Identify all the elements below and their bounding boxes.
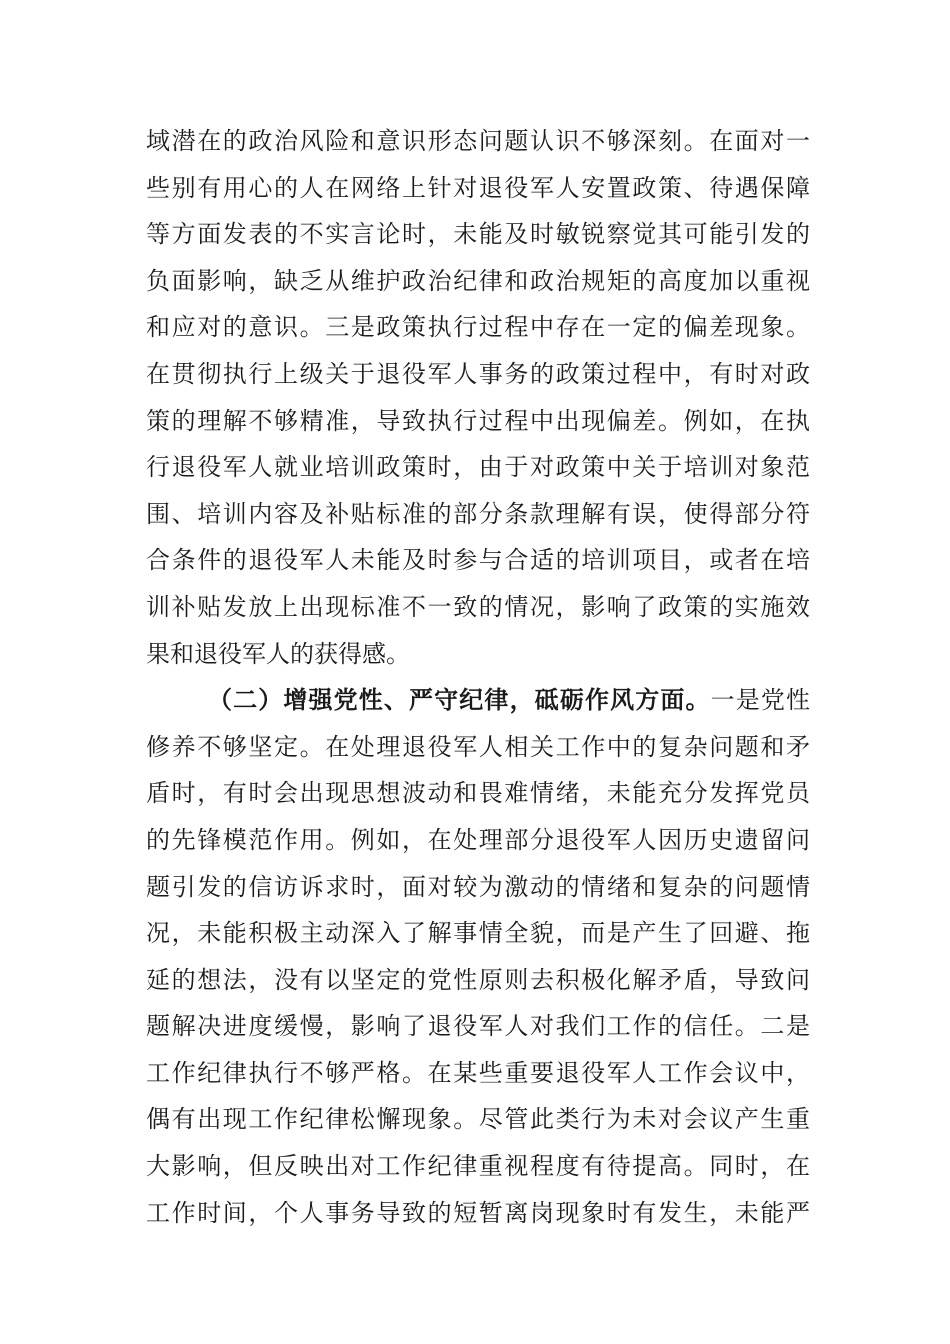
text-line: 果和退役军人的获得感。 (146, 639, 410, 668)
text-line: 大影响，但反映出对工作纪律重视程度有待提高。同时，在 (146, 1152, 810, 1181)
text-line: 负面影响，缺乏从维护政治纪律和政治规矩的高度加以重视 (146, 266, 810, 295)
text-line: 合条件的退役军人未能及时参与合适的培训项目，或者在培 (146, 546, 810, 575)
text-line: 的先锋模范作用。例如，在处理部分退役军人因历史遗留问 (146, 825, 810, 854)
text-line: 围、培训内容及补贴标准的部分条款理解有误，使得部分符 (146, 499, 810, 528)
text-line: 题引发的信访诉求时，面对较为激动的情绪和复杂的问题情 (146, 872, 810, 901)
paragraph-2-first-line (146, 677, 810, 724)
text-line: 些别有用心的人在网络上针对退役军人安置政策、待遇保障 (146, 173, 810, 202)
text-line: 训补贴发放上出现标准不一致的情况，影响了政策的实施效 (146, 592, 810, 621)
text-line: 域潜在的政治风险和意识形态问题认识不够深刻。在面对一 (146, 127, 810, 155)
text-line: 策的理解不够精准，导致执行过程中出现偏差。例如，在执 (146, 406, 810, 435)
text-line: 延的想法，没有以坚定的党性原则去积极化解矛盾，导致问 (146, 965, 810, 994)
text-line: 行退役军人就业培训政策时，由于对政策中关于培训对象范 (146, 453, 810, 482)
text-line: 和应对的意识。三是政策执行过程中存在一定的偏差现象。 (146, 313, 810, 342)
text-line: 盾时，有时会出现思想波动和畏难情绪，未能充分发挥党员 (146, 779, 810, 808)
text-line: 题解决进度缓慢，影响了退役军人对我们工作的信任。二是 (146, 1012, 810, 1041)
text-line: 偶有出现工作纪律松懈现象。尽管此类行为未对会议产生重 (146, 1105, 810, 1134)
heading-trailing-text: 一是党性 (710, 686, 811, 715)
text-line: 在贯彻执行上级关于退役军人事务的政策过程中，有时对政 (146, 359, 810, 388)
text-line: 况，未能积极主动深入了解事情全貌，而是产生了回避、拖 (146, 919, 810, 948)
text-line: 工作纪律执行不够严格。在某些重要退役军人工作会议中， (146, 1058, 810, 1087)
text-line: 修养不够坚定。在处理退役军人相关工作中的复杂问题和矛 (146, 732, 810, 761)
text-line: 等方面发表的不实言论时，未能及时敏锐察觉其可能引发的 (146, 220, 810, 249)
section-heading: （二）增强党性、严守纪律，砥砺作风方面。 (208, 685, 711, 715)
paragraph-2 (146, 677, 810, 1236)
text-line: 工作时间，个人事务导致的短暂离岗现象时有发生，未能严 (146, 1198, 810, 1227)
body-text (146, 118, 810, 1236)
paragraph-1 (146, 118, 810, 677)
